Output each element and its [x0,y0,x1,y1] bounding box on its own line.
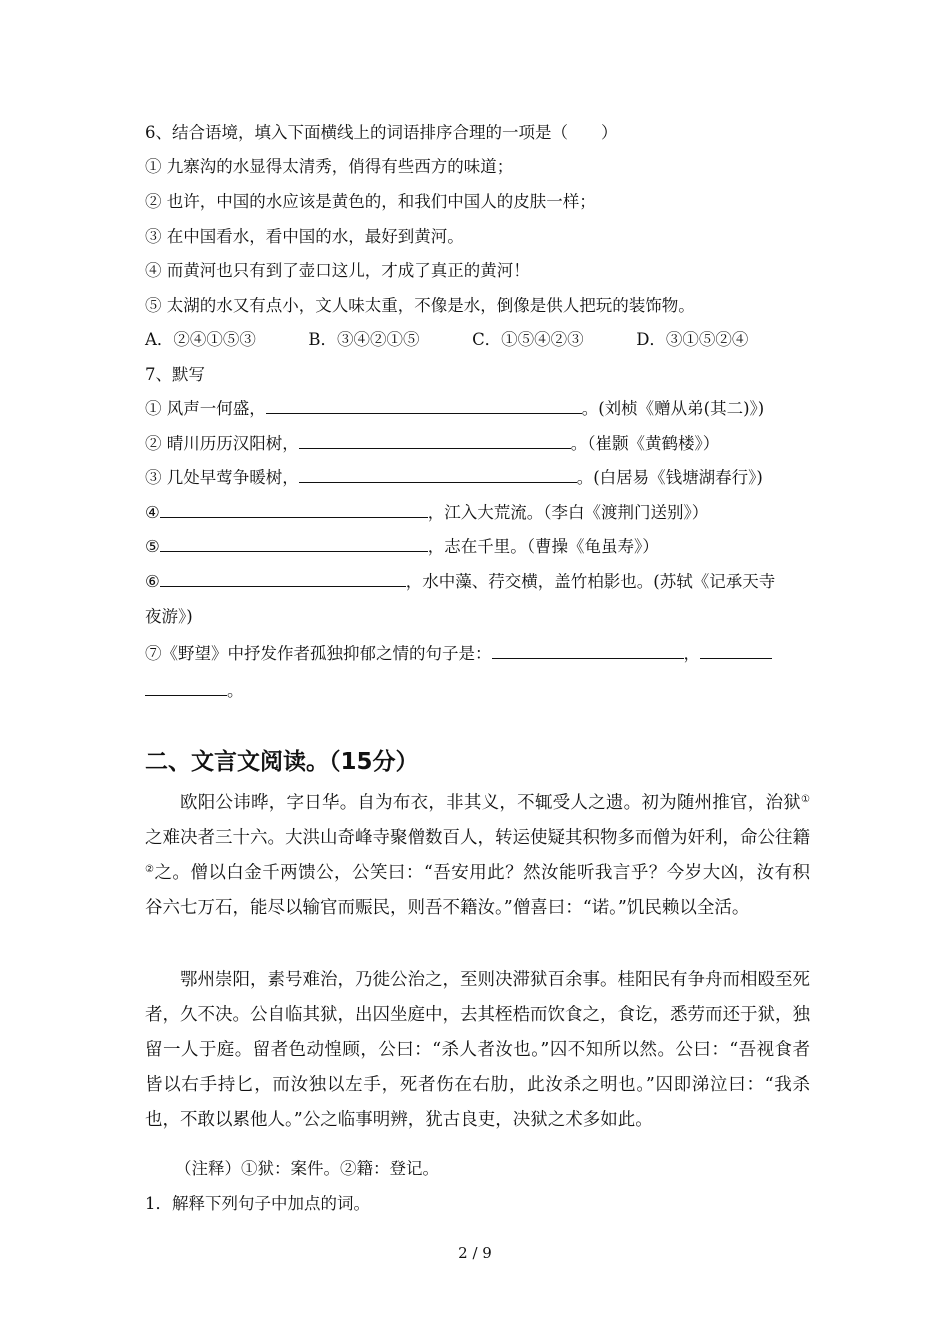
q7-title: 7、默写 [145,365,205,384]
footnote-marker-1: ① [801,794,810,805]
q7-line-6 [145,570,775,594]
q7-line-3 [145,466,763,490]
q7-line-6-cont: 夜游》) [145,607,193,626]
q6-item-1: ① 九寨沟的水显得太清秀，俏得有些西方的味道； [145,157,514,176]
q7-line-1-after: 。(刘桢《赠从弟(其二)》) [581,399,765,418]
q7-line-2 [145,432,719,456]
q7-line-4-before: ④ [145,503,160,522]
q6-item-3: ③ 在中国看水，看中国的水，最好到黄河。 [145,227,464,246]
passage-paragraph-2: 鄂州崇阳，素号难治，乃徙公治之，至则决滞狱百余事。桂阳民有争舟而相殴至死者，久不决。公自临其狱，出囚坐庭中，去其桎梏而饮食之，食讫，悉劳而还于狱，独留一人于庭。留者色动惶顾，公曰：“杀人者汝也。”囚不知所以然。公曰：“吾视食者皆以右手持匕，而汝独以左手，死者伤在右肋，此汝杀之明也。”囚即涕泣曰：“我杀也，不敢以累他人。”公之临事明辨，犹古良吏，决狱之术多如此。 [145,970,810,1130]
answer-blank[interactable] [299,466,577,483]
q7-line-5 [145,535,659,559]
q7-line-7-sep: ， [683,644,700,663]
answer-blank[interactable] [700,642,772,659]
q7-line-6-after: ，水中藻、荇交横，盖竹柏影也。(苏轼《记承天寺 [405,572,776,591]
q7-line-7-before: ⑦《野望》中抒发作者孤独抑郁之情的句子是： [145,644,492,663]
answer-blank[interactable] [160,570,406,587]
q6-item-5: ⑤ 太湖的水又有点小，文人味太重，不像是水，倒像是供人把玩的装饰物。 [145,296,695,315]
q6-option-a: A．②④①⑤③ [145,330,256,349]
answer-blank[interactable] [160,501,428,518]
q7-line-3-after: 。(白居易《钱塘湖春行》) [576,468,763,487]
footnote-marker-2: ② [145,864,155,875]
q6-option-c: C．①⑤④②③ [472,330,584,349]
q7-line-5-after: ，志在千里。（曹操《龟虽寿》） [427,537,659,556]
q6-option-d: D．③①⑤②④ [636,330,749,349]
passage-p1-part1: 欧阳公讳晔，字日华。自为布衣，非其义，不辄受人之遗。初为随州推官，治狱 [180,793,802,813]
answer-blank[interactable] [160,535,428,552]
question-1: 1．解释下列句子中加点的词。 [145,1194,370,1213]
q7-line-3-before: ③ 几处早莺争暖树， [145,468,299,487]
q7-line-6-before: ⑥ [145,572,160,591]
q7-line-4-after: ，江入大荒流。（李白《渡荆门送别》） [427,503,709,522]
answer-blank[interactable] [145,679,227,696]
q7-line-5-before: ⑤ [145,537,160,556]
q7-line-1-before: ① 风声一何盛， [145,399,266,418]
answer-blank[interactable] [266,397,582,414]
answer-blank[interactable] [299,432,571,449]
q7-line-2-before: ② 晴川历历汉阳树， [145,434,299,453]
q6-options [145,328,748,352]
section-title: 二、文言文阅读。（15分） [145,749,419,775]
q6-option-b: B．③④②①⑤ [308,330,420,349]
q6-item-2: ② 也许，中国的水应该是黄色的，和我们中国人的皮肤一样； [145,192,596,211]
passage-p1-part2: 之难决者三十六。大洪山奇峰寺聚僧数百人，转运使疑其积物多而僧为奸利，命公往籍 [145,828,810,848]
q6-stem: 6、结合语境，填入下面横线上的词语排序合理的一项是（ ） [145,123,618,142]
passage-p1-part3: 之。僧以白金千两馈公，公笑曰：“吾安用此？然汝能听我言乎？今岁大凶，汝有积谷六七万石，能尽以输官而赈民，则吾不籍汝。”僧喜曰：“诺。”饥民赖以全活。 [145,863,810,918]
q7-line-7-end: 。 [227,681,244,700]
answer-blank[interactable] [492,642,684,659]
page-number: 2 / 9 [458,1244,492,1262]
q7-line-1 [145,397,764,421]
passage-paragraph-1 [145,786,810,926]
q7-line-7-cont [145,679,244,703]
q7-line-4 [145,501,708,525]
q7-line-2-after: 。（崔颢《黄鹤楼》） [570,434,720,453]
q7-line-7 [145,642,772,666]
annotation-note: （注释）①狱：案件。②籍：登记。 [175,1159,439,1178]
q6-item-4: ④ 而黄河也只有到了壶口这儿，才成了真正的黄河！ [145,261,530,280]
